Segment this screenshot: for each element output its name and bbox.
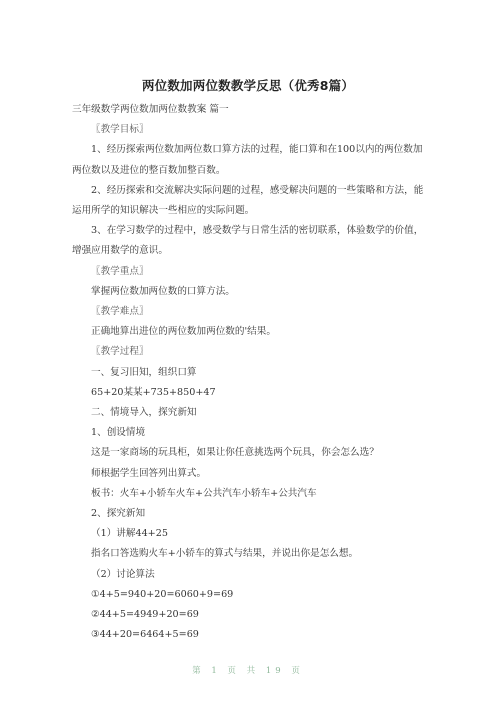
paragraph: 1、创设情境 — [91, 427, 146, 439]
paragraph: （1）讲解44+25 — [91, 528, 168, 540]
paragraph: 〖教学过程〗 — [91, 346, 149, 358]
paragraph: ③44+20=6464+5=69 — [91, 629, 199, 641]
page-number-footer: 第 1 页 共 19 页 — [192, 666, 304, 676]
document-title: 两位数加两位数教学反思（优秀8篇） — [141, 78, 355, 93]
paragraph: 二、情境导入，探究新知 — [91, 407, 197, 419]
paragraph: （2）讨论算法 — [91, 568, 155, 580]
paragraph: 指名口答选购火车+小轿车的算式与结果，并说出你是怎么想。 — [91, 548, 359, 560]
paragraph: 师根据学生回答列出算式。 — [91, 467, 207, 479]
paragraph: 65+20某某+735+850+47 — [91, 386, 216, 398]
paragraph: 这是一家商场的玩具柜，如果让你任意挑选两个玩具，你会怎么选？ — [91, 447, 379, 459]
paragraph: 2、经历探索和交流解决实际问题的过程，感受解决问题的一些策略和方法，能运用所学的知识解决一些相应的实际问题。 — [72, 184, 424, 217]
paragraph: 1、经历探索两位数加两位数口算方法的过程，能口算和在100以内的两位数加两位数以及进位的整百数加整百数。 — [72, 144, 423, 176]
paragraph: 三年级数学两位数加两位数教案 篇一 — [72, 104, 229, 115]
paragraph: ①4+5=940+20=6060+9=69 — [91, 588, 234, 600]
document-body — [72, 100, 428, 645]
paragraph: ②44+5=4949+20=69 — [91, 609, 199, 621]
paragraph: 掌握两位数加两位数的口算方法。 — [91, 285, 235, 297]
paragraph: 2、探究新知 — [91, 508, 146, 520]
paragraph: 板书：火车+小轿车火车+公共汽车小轿车+公共汽车 — [91, 487, 317, 499]
paragraph: 3、在学习数学的过程中，感受数学与日常生活的密切联系，体验数学的价值，增强应用数学的意识。 — [72, 225, 424, 257]
paragraph: 正确地算出进位的两位数加两位数的'结果。 — [91, 326, 276, 338]
paragraph: 〖教学难点〗 — [91, 306, 149, 318]
paragraph: 一、复习旧知，组织口算 — [91, 366, 197, 378]
paragraph: 〖教学重点〗 — [91, 265, 149, 277]
paragraph: 〖教学目标〗 — [91, 124, 149, 136]
